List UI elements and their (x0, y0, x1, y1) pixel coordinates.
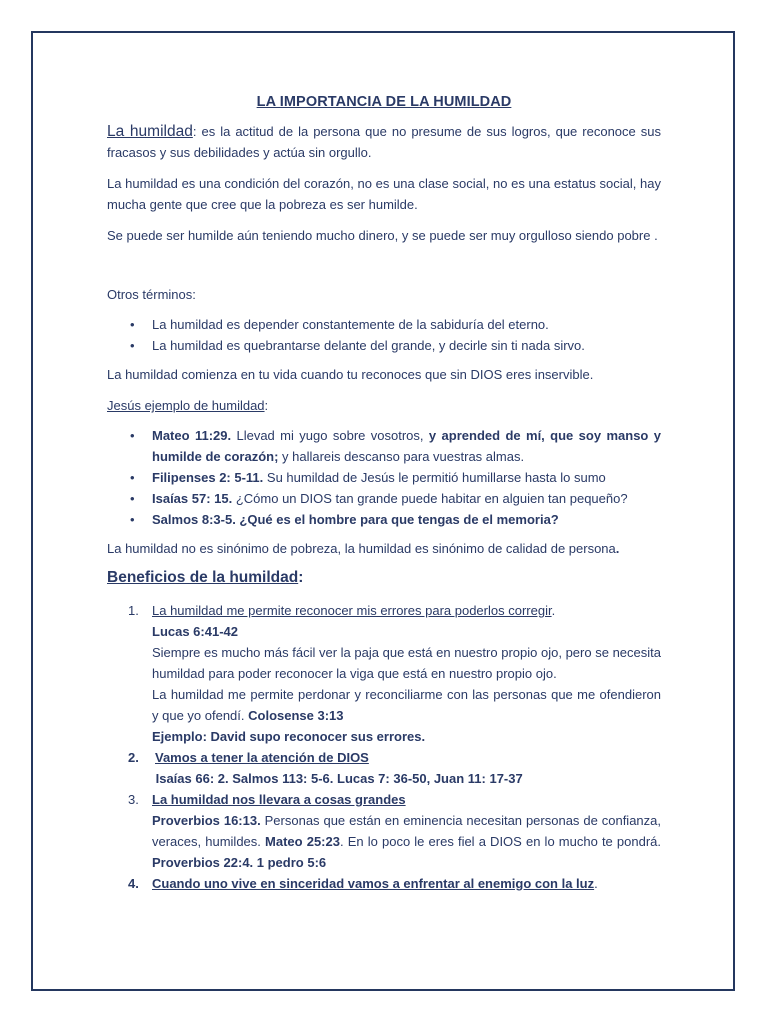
item-bold-text: y aprended de mí, que soy manso y humilde de corazón; (152, 428, 661, 464)
beneficios-heading-line (107, 567, 661, 588)
jesus-heading-line (107, 395, 661, 416)
item-heading-end: . (594, 876, 598, 891)
item-heading-line (152, 600, 661, 621)
item-text: . En lo poco le eres fiel a DIOS en lo mucho te pondrá. (339, 834, 662, 849)
item-text: Su humildad de Jesús le permitió humillarse hasta lo sumo (263, 470, 606, 485)
item-text: Llevad mi yugo sobre vosotros, (231, 428, 429, 443)
paragraph-comienza: La humildad comienza en tu vida cuando tu reconoces que sin DIOS eres inservible. (107, 367, 594, 382)
scripture-ref: Salmos 8:3-5. ¿Qué es el hombre para que tengas de el memoria? (152, 512, 559, 527)
scripture-ref: Mateo 25:23 (265, 834, 340, 849)
scripture-ref: Isaías 57: 15. (152, 491, 233, 506)
item-text: Siempre es mucho más fácil ver la paja que está en nuestro propio ojo, pero se necesita humildad para poder reconocer la viga que está en nuestro propio ojo. (152, 645, 661, 681)
definition-text: es la actitud de la persona que no presume de sus logros, que reconoce sus fracasos y sus debilidades y actúa sin orgullo. (107, 124, 661, 160)
list-item (152, 425, 661, 467)
scripture-ref: Proverbios 22:4. 1 pedro 5:6 (152, 855, 327, 870)
beneficios-list (107, 600, 661, 894)
list-item: • La humildad es quebrantarse delante del grande, y decirle sin ti nada sirvo. (152, 335, 661, 356)
list-item: • La humildad es depender constantemente de la sabiduría del eterno. (152, 314, 661, 335)
list-item (128, 747, 661, 789)
paragraph-sinonimo (107, 538, 661, 559)
sinonimo-end: . (615, 541, 620, 556)
item-heading: Vamos a tener la atención de DIOS (155, 750, 369, 765)
item-text: y hallareis descanso para vuestras almas. (278, 449, 525, 464)
otros-terminos-list (107, 314, 661, 356)
item-heading: La humildad nos llevara a cosas grandes (152, 792, 406, 807)
scripture-ref: Mateo 11:29. (152, 428, 232, 443)
item-heading-line (152, 747, 661, 768)
scripture-ref: Lucas 6:41-42 (152, 624, 238, 639)
item-number: 2. (128, 750, 139, 765)
list-item (128, 873, 661, 894)
item-text: ¿Cómo un DIOS tan grande puede habitar en alguien tan pequeño? (232, 491, 628, 506)
item-number: 3. (128, 792, 139, 807)
list-item (128, 789, 662, 873)
jesus-heading-colon: : (264, 398, 269, 413)
definition-paragraph (107, 121, 661, 163)
document-title: LA IMPORTANCIA DE LA HUMILDAD (256, 94, 512, 110)
item-text: La humildad me permite perdonar y reconciliarme con las personas que me ofendieron y que yo ofendí. (152, 687, 661, 723)
paragraph-dinero: Se puede ser humilde aún teniendo mucho dinero, y se puede ser muy orgulloso siendo pobre . (107, 228, 658, 243)
beneficios-colon: : (298, 569, 304, 586)
jesus-list (107, 425, 661, 530)
scripture-ref: Filipenses 2: 5-11. (152, 470, 264, 485)
document-body (107, 92, 661, 894)
item-heading-line (152, 789, 661, 810)
list-item (152, 488, 661, 509)
item-text-line (152, 684, 661, 726)
sinonimo-text: La humildad no es sinónimo de pobreza, la humildad es sinónimo de calidad de persona (107, 541, 616, 556)
item-heading-end: . (551, 603, 556, 618)
item-heading-line (152, 873, 661, 894)
item-number: 4. (128, 876, 139, 891)
item-heading: La humildad me permite reconocer mis errores para poderlos corregir (152, 603, 552, 618)
scripture-ref: Colosense 3:13 (248, 708, 344, 723)
item-example: Ejemplo: David supo reconocer sus errores. (152, 729, 426, 744)
otros-terminos-heading: Otros términos: (107, 287, 196, 302)
jesus-heading: Jesús ejemplo de humildad (107, 398, 265, 413)
scripture-ref: Proverbios 16:13. (152, 813, 261, 828)
item-number: 1. (128, 603, 139, 618)
list-item (128, 600, 661, 747)
beneficios-heading: Beneficios de la humildad (107, 569, 299, 586)
scripture-refs: Isaías 66: 2. Salmos 113: 5-6. Lucas 7: 36-50, Juan 11: 17-37 (152, 771, 523, 786)
paragraph-condicion: La humildad es una condición del corazón, no es una clase social, no es una estatus social, hay mucha gente que cree que la pobreza es ser humilde. (107, 176, 661, 212)
item-text-line (152, 810, 661, 873)
definition-colon: : (192, 124, 197, 139)
list-item (152, 509, 661, 530)
list-item (152, 467, 661, 488)
item-text: Personas que están en eminencia necesitan personas de confianza, veraces, humildes. (152, 813, 661, 849)
item-heading: Cuando uno vive en sinceridad vamos a enfrentar al enemigo con la luz (152, 876, 595, 891)
definition-term: La humildad (107, 123, 193, 140)
